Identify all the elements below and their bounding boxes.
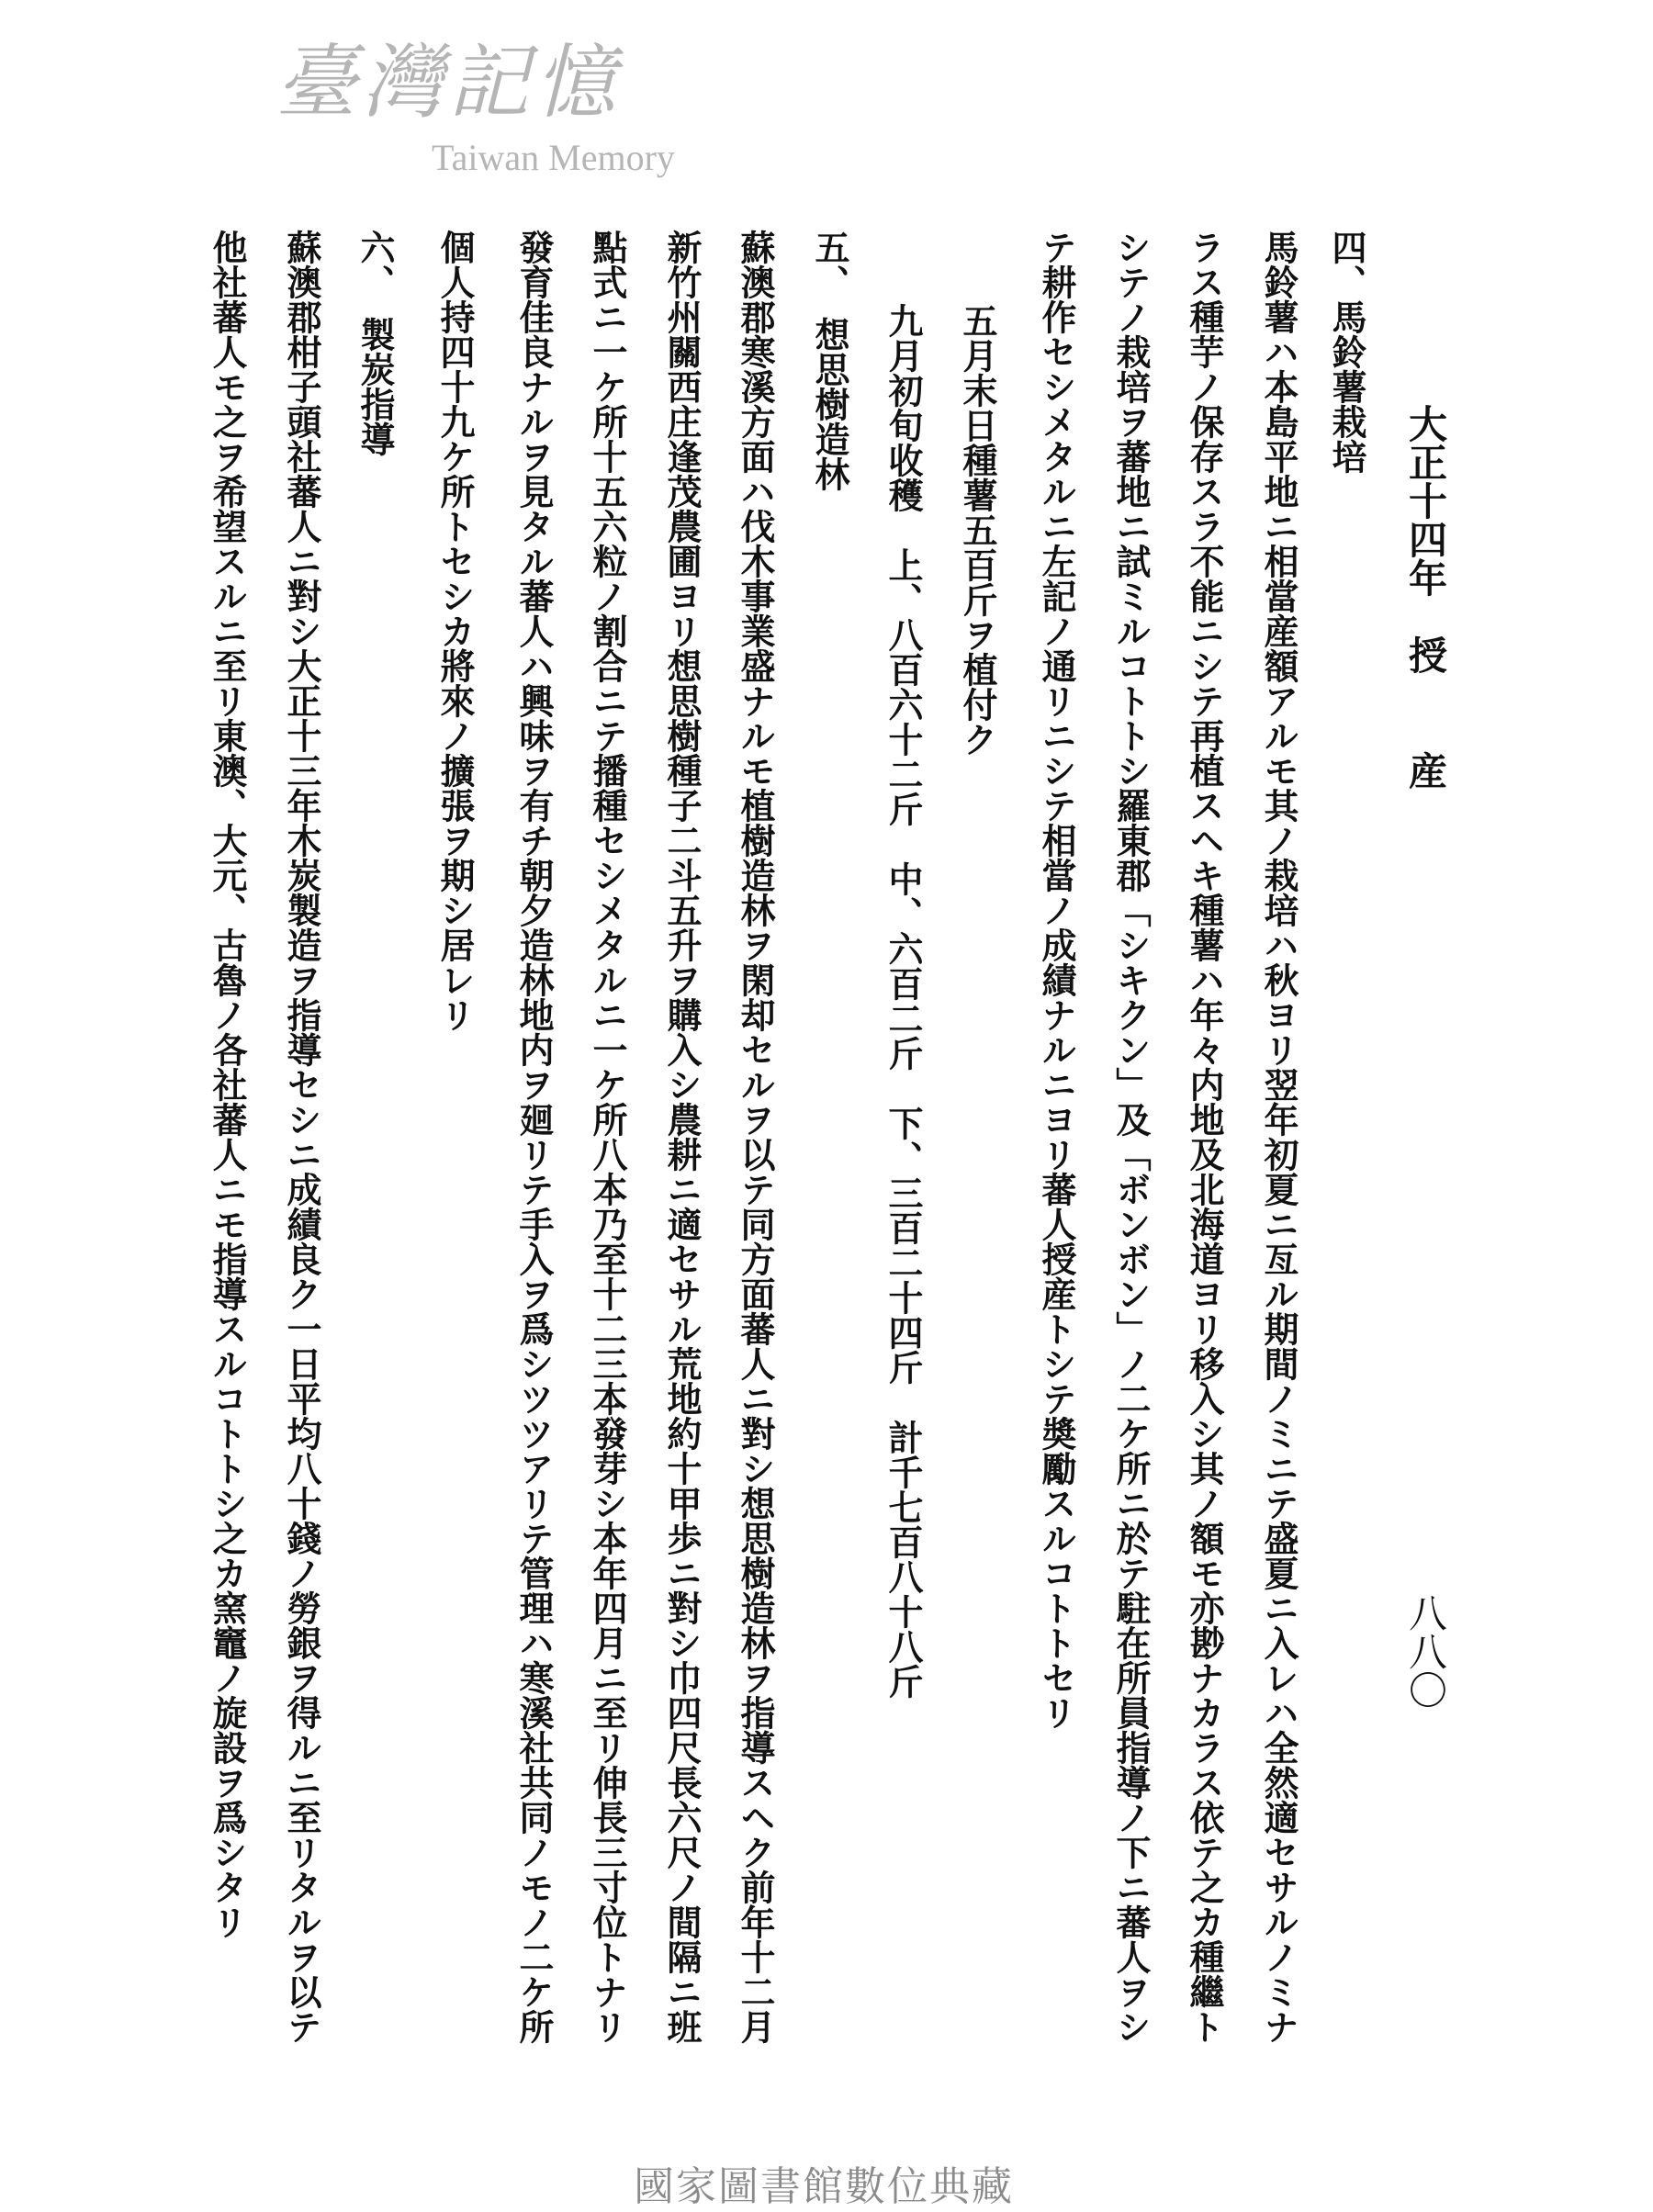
page-number: 八八〇 <box>1403 1593 1448 1709</box>
running-title: 大正十四年 授 産 <box>1403 404 1448 790</box>
watermark-logo <box>276 37 753 193</box>
paragraph-line: 蘇澳郡寒溪方面ハ伐木事業盛ナルモ植樹造林ヲ閑却セルヲ以テ同方面蕃人ニ對シ想思樹造林ヲ指導スヘク前年十二月 <box>735 230 776 2044</box>
paragraph-line: 個人持四十九ケ所トセシカ將來ノ擴張ヲ期シ居レリ <box>434 230 476 1032</box>
paragraph-line: テ耕作セシメタルニ左記ノ通リニシテ相當ノ成績ナルニヨリ蕃人授産トシテ奬勵スルコトトセリ <box>1036 230 1077 1730</box>
section-heading-afforestation: 五、 想思樹造林 <box>809 230 850 491</box>
paragraph-line: 點式ニ一ケ所十五六粒ノ割合ニテ播種セシメタルニ一ケ所八本乃至十二三本發芽シ本年四月ニ至リ伸長三寸位トナリ <box>587 230 628 2044</box>
watermark-subtitle: Taiwan Memory <box>432 137 675 178</box>
paragraph-line: 他社蕃人モ之ヲ希望スルニ至リ東澳、大元、古魯ノ各社蕃人ニモ指導スルコトトシ之カ窯竈ノ旋設ヲ爲シタリ <box>207 230 248 1939</box>
section-heading-charcoal: 六、 製炭指導 <box>354 230 396 456</box>
watermark-title: 臺灣記憶 <box>276 35 622 129</box>
paragraph-line: 新竹州關西庄逢茂農圃ヨリ想思樹種子二斗五升ヲ購入シ農耕ニ適セサル荒地約十甲歩ニ對シ巾四尺長六尺ノ間隔ニ班 <box>661 230 703 2044</box>
section-heading-potato: 四、馬鈴薯栽培 <box>1326 230 1367 474</box>
footer-credit: 國家圖書館數位典藏 <box>634 2163 1014 2210</box>
paragraph-line: 馬鈴薯ハ本島平地ニ相當産額アルモ其ノ栽培ハ秋ヨリ翌年初夏ニ亙ル期間ノミニテ盛夏ニ入レハ全然適セサルノミナ <box>1258 230 1299 2044</box>
paragraph-line: 蘇澳郡柑子頭社蕃人ニ對シ大正十三年木炭製造ヲ指導セシニ成績良ク一日平均八十錢ノ勞銀ヲ得ルニ至リタルヲ以テ <box>281 230 322 2044</box>
paragraph-line: ラス種芋ノ保存スラ不能ニシテ再植スヘキ種薯ハ年々内地及北海道ヨリ移入シ其ノ額モ亦尠ナカラス依テ之カ種繼ト <box>1184 230 1225 2044</box>
paragraph-line: 發育佳良ナルヲ見タル蕃人ハ興味ヲ有チ朝夕造林地内ヲ廻リテ手入ヲ爲シツツアリテ管理ハ寒溪社共同ノモノ二ケ所 <box>513 230 555 2044</box>
paragraph-line: シテノ栽培ヲ蕃地ニ試ミルコトトシ羅東郡「シキクン」及「ボンボン」ノ二ケ所ニ於テ駐在所員指導ノ下ニ蕃人ヲシ <box>1110 230 1152 2044</box>
harvest-record: 九月初旬收穫 上、八百六十二斤 中、六百二斤 下、三百二十四斤 計千七百八十八斤 <box>883 303 924 1699</box>
planting-record: 五月末日種薯五百斤ヲ植付ク <box>957 303 998 757</box>
